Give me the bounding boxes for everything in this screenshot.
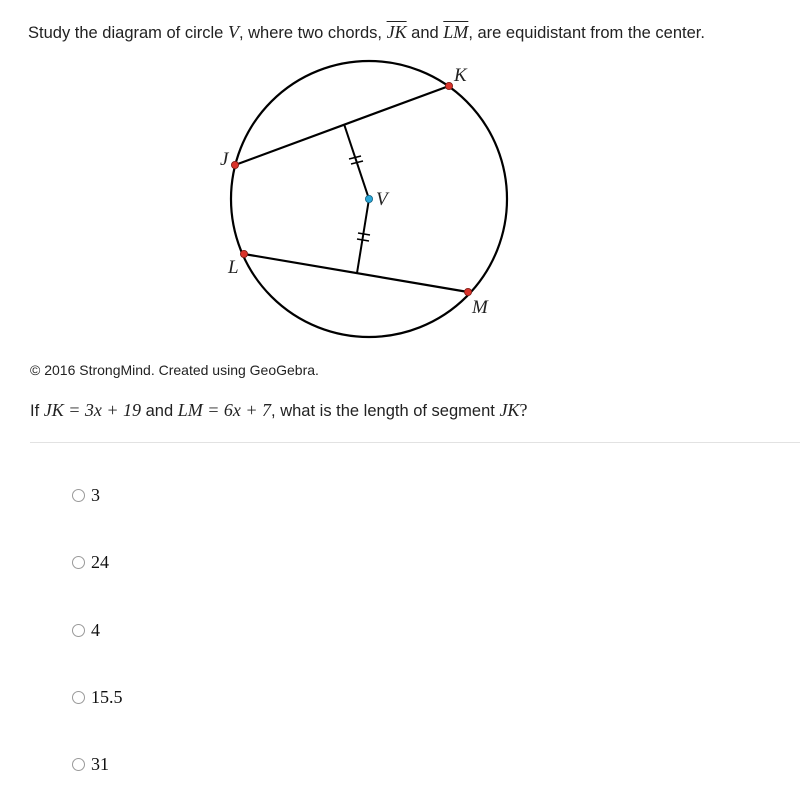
image-credit: © 2016 StrongMind. Created using GeoGebra. (30, 362, 319, 378)
chord-jk: $\overline{JK}$ (386, 22, 407, 42)
answer-choice-label: 15.5 (91, 687, 123, 707)
point-m (464, 288, 471, 295)
distance-to-lm (357, 199, 369, 273)
label-k: K (454, 65, 467, 86)
answer-choice-1[interactable] (72, 485, 100, 506)
target-segment: JK (499, 400, 520, 420)
equation-jk: JK = 3x + 19 (43, 400, 142, 420)
point-j (231, 161, 238, 168)
label-m: M (472, 297, 488, 318)
chord-lm: $\overline{LM}$ (443, 22, 469, 42)
radio-button[interactable] (72, 758, 85, 771)
point-k (445, 82, 452, 89)
radio-button[interactable] (72, 624, 85, 637)
answer-choice-label: 4 (91, 620, 100, 640)
chord-jk-line (235, 86, 449, 165)
circle-diagram (200, 55, 540, 345)
answer-choice-label: 24 (91, 552, 109, 572)
radio-button[interactable] (72, 691, 85, 704)
stem-text-2: , where two chords, (238, 24, 387, 42)
answer-choice-4[interactable] (72, 687, 123, 708)
label-j: J (220, 149, 229, 170)
prompt-prefix: If (30, 402, 44, 420)
circle-name: V (227, 22, 239, 42)
point-v (365, 195, 372, 202)
answer-choice-5[interactable] (72, 754, 109, 775)
radio-button[interactable] (72, 489, 85, 502)
divider (30, 442, 800, 443)
stem-text-4: , are equidistant from the center. (468, 24, 705, 42)
equation-lm: LM = 6x + 7 (177, 400, 272, 420)
point-l (240, 250, 247, 257)
tick-mark (357, 239, 369, 241)
answer-choice-label: 3 (91, 485, 100, 505)
distance-to-jk (344, 124, 369, 199)
answer-choice-2[interactable] (72, 552, 109, 573)
question-stem (28, 20, 788, 45)
prompt-suffix: , what is the length of segment (271, 402, 500, 420)
chord-lm-line (244, 254, 468, 292)
stem-text-3: and (406, 24, 444, 42)
question-prompt (30, 398, 527, 423)
tick-mark (358, 233, 370, 235)
answer-choice-label: 31 (91, 754, 109, 774)
answer-choice-3[interactable] (72, 620, 100, 641)
label-l: L (228, 257, 239, 278)
prompt-mid: and (141, 402, 178, 420)
label-v: V (376, 189, 388, 210)
radio-button[interactable] (72, 556, 85, 569)
stem-text-1: Study the diagram of circle (28, 24, 228, 42)
question-mark: ? (519, 400, 528, 420)
